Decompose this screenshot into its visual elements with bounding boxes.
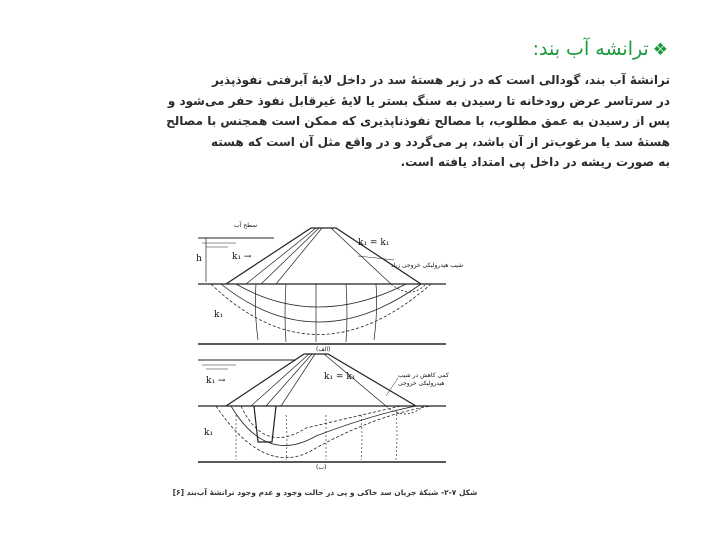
slide-title-text: ترانشه آب بند: [532, 38, 649, 60]
diamond-bullet-icon: ❖ [652, 40, 668, 60]
k-equal-label-bottom: k₁ = k₁ [324, 372, 356, 382]
foundation-k-label-bottom: k₁ [204, 428, 214, 438]
panel-label-top: (الف) [316, 346, 331, 353]
exit-gradient-label-top: شیب هیدرولیکی خروجی زیاد [391, 262, 464, 269]
paragraph-line-2: در سرتاسر عرض رودخانه تا رسیدن به سنگ بستر یا لایهٔ غیرقابل نفوذ حفر می‌شود و [167, 93, 670, 108]
foundation-k-label-top: k₁ [214, 310, 224, 320]
k-equal-label-top: k₁ = k₁ [358, 238, 390, 248]
water-surface-label: سطح آب [234, 222, 258, 229]
paragraph-line-4: هستهٔ سد یا مرغوب‌تر از آن باشد، پر می‌گردد و در واقع مثل آن است که هسته [210, 134, 670, 149]
paragraph-line-1: ترانشهٔ آب بند، گودالی است که در زیر هستهٔ سد در داخل لایهٔ آبرفتی نفوذپذیر [212, 73, 670, 87]
dam-outline-bottom [226, 354, 416, 406]
panel-label-bottom: (ب) [316, 464, 327, 471]
flow-net-figure [176, 210, 464, 510]
body-paragraph [118, 70, 670, 173]
exit-gradient-label-bottom-1: کمی کاهش در شیب [398, 372, 449, 379]
exit-gradient-label-bottom-2: هیدرولیکی خروجی [398, 380, 445, 387]
k1-arrow-label-top: k₁ → [232, 252, 252, 262]
figure-caption: شکل ۷-۲- شبکهٔ جریان سد خاکی و پی در حالت وجود و عدم وجود ترانشهٔ آب‌بند [۶] [172, 488, 478, 497]
slide-title [533, 38, 668, 60]
h-label: h [196, 254, 202, 264]
paragraph-line-3: پس از رسیدن به عمق مطلوب، با مصالح نفوذناپذیری که ممکن است همجنس با مصالح [166, 114, 670, 129]
k1-arrow-label-bottom: k₁ → [206, 376, 226, 386]
paragraph-line-5: به صورت ریشه در داخل پی امتداد یافته است. [400, 155, 670, 170]
dam-outline-top [226, 228, 421, 284]
